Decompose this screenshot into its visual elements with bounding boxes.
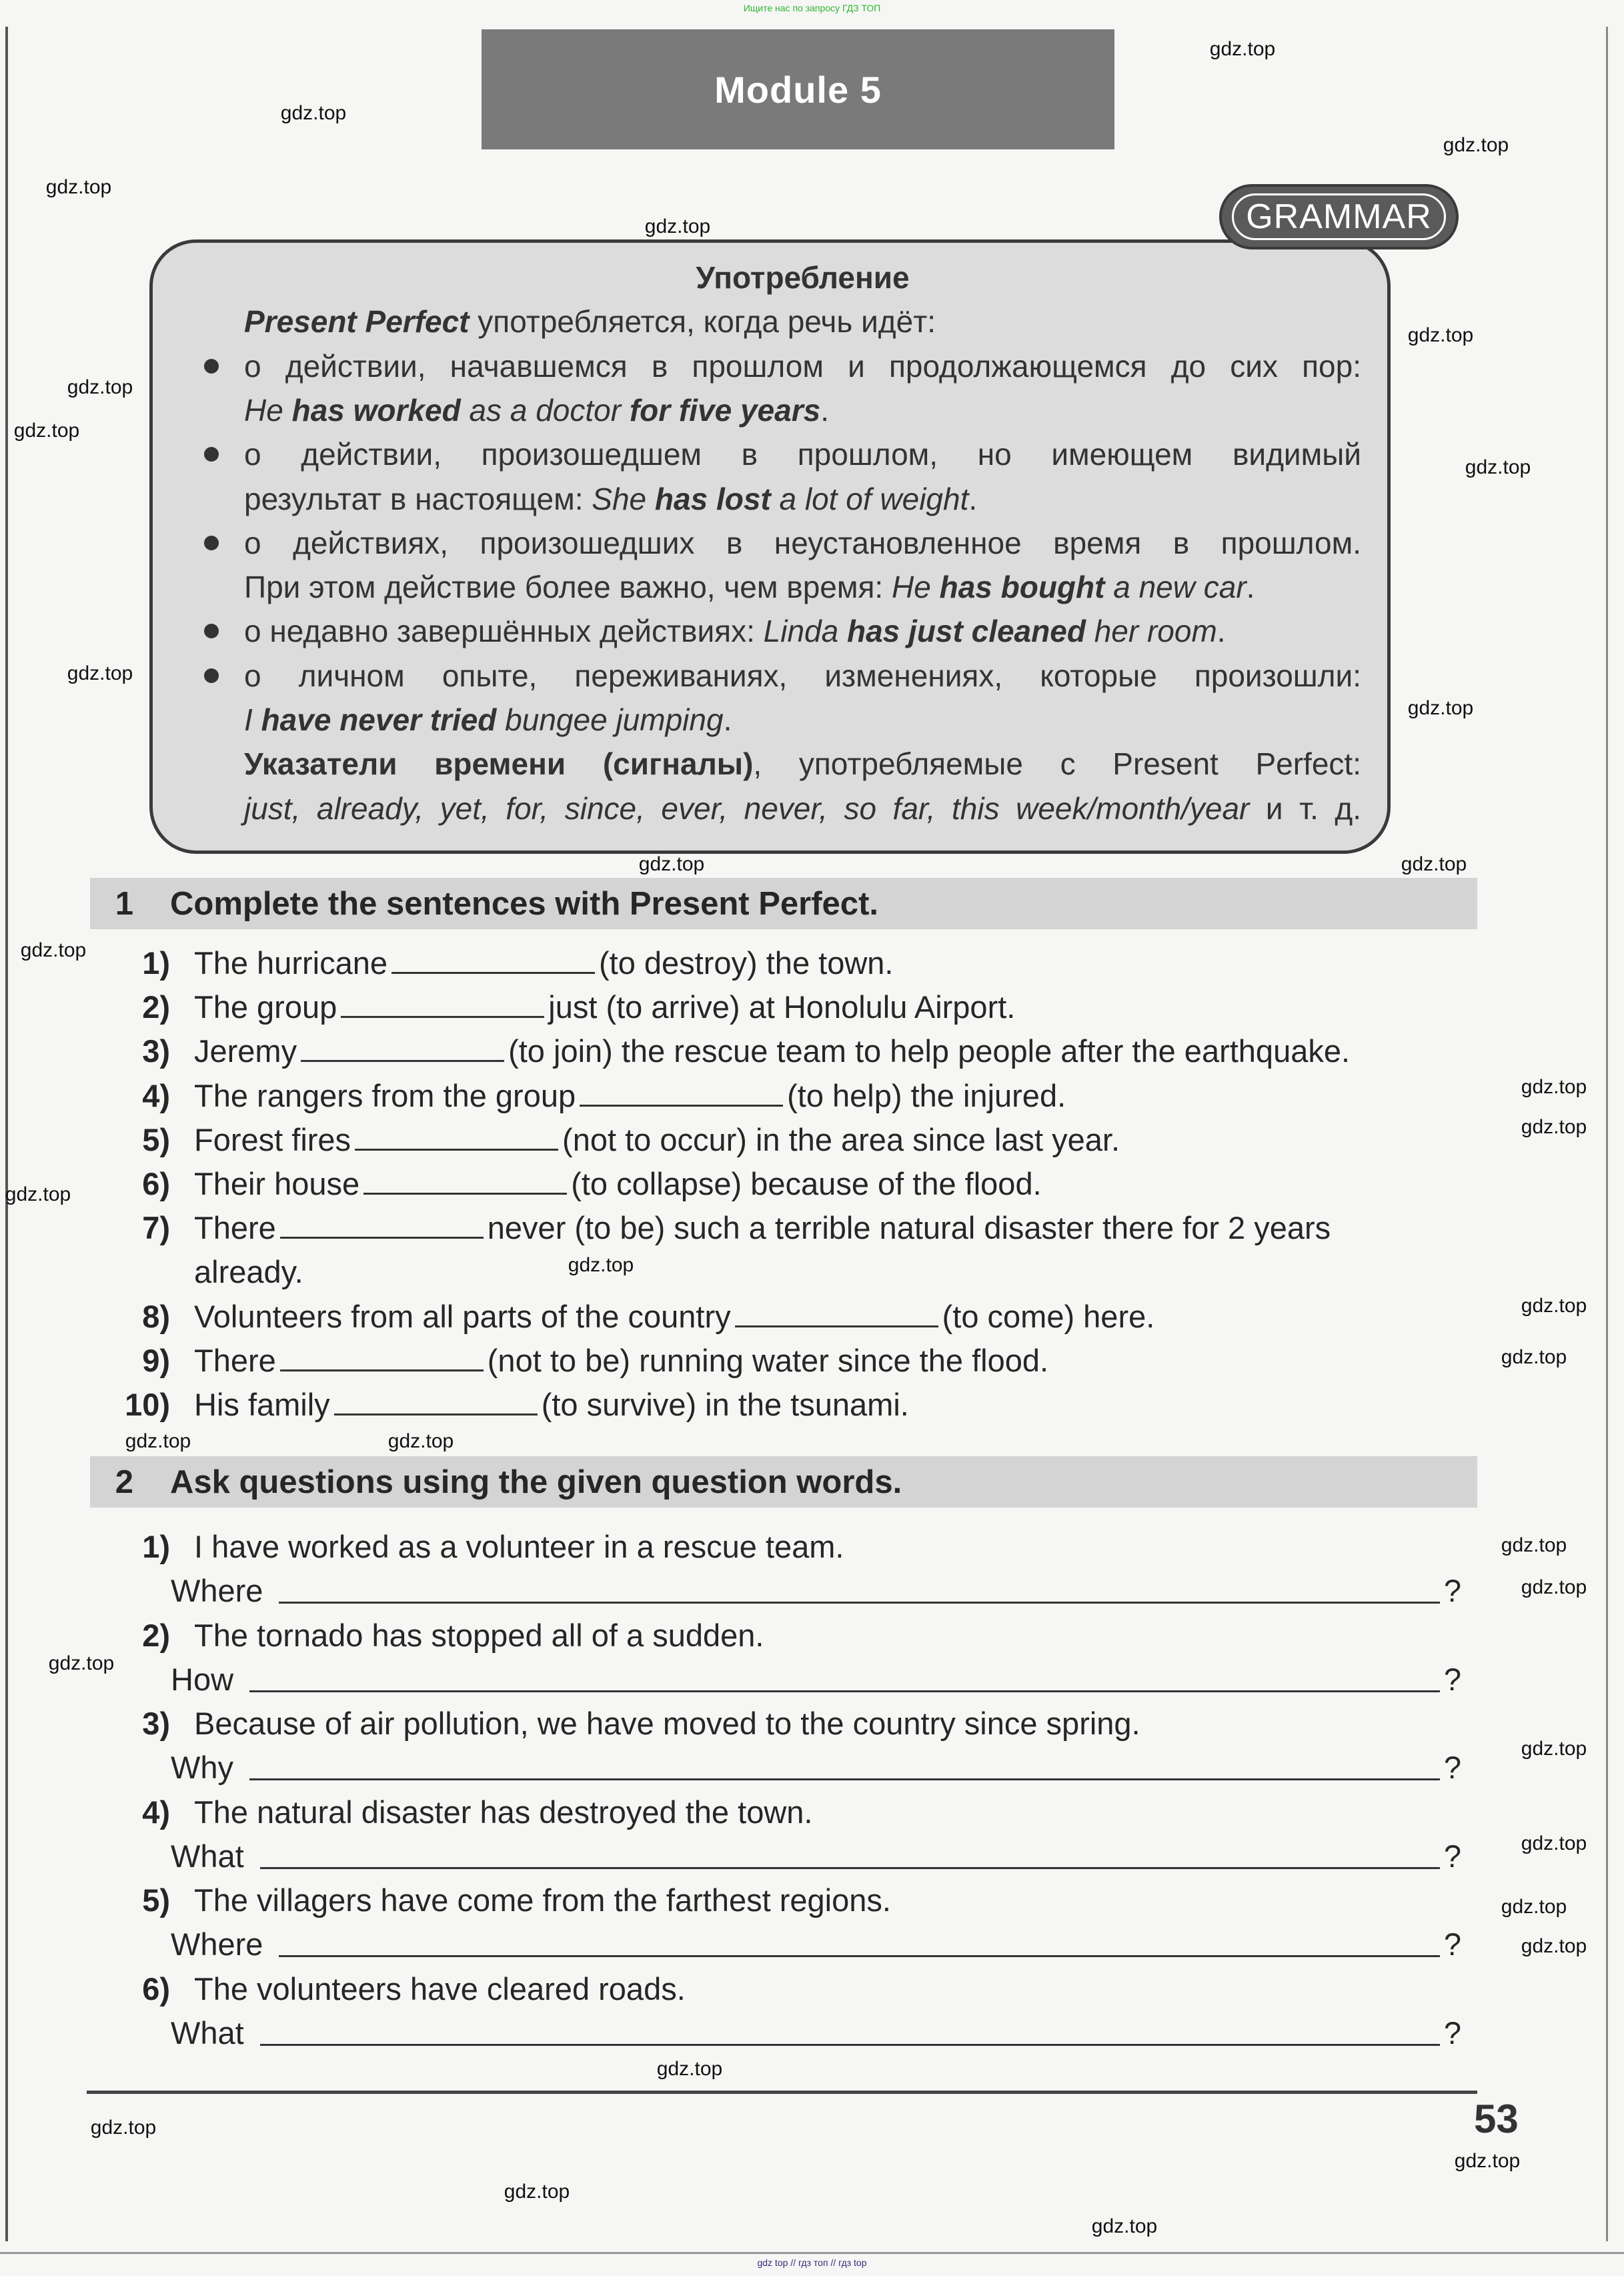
question-word: What: [171, 2015, 244, 2051]
item-number: 2): [142, 989, 170, 1025]
watermark: gdz.top: [90, 2117, 157, 2139]
question-answer-line: [171, 2011, 1461, 2055]
exercise-2-header: [90, 1456, 1477, 1508]
question-mark: ?: [1443, 1573, 1461, 1608]
item-text-after: (to come) here.: [942, 1298, 1155, 1334]
bullet-icon: [204, 668, 219, 683]
page-edge-left: [5, 27, 8, 2241]
grammar-line: [244, 742, 1361, 786]
item-number: 3): [142, 1033, 170, 1069]
grammar-text: Linda: [763, 614, 847, 649]
watermark: gdz.top: [1521, 1076, 1587, 1098]
statement-text: The tornado has stopped all of a sudden.: [194, 1617, 764, 1653]
grammar-text: .: [723, 702, 732, 737]
answer-blank[interactable]: [355, 1122, 558, 1151]
item-text-after: (to destroy) the town.: [599, 945, 894, 981]
grammar-badge: [1219, 184, 1459, 249]
grammar-text: a lot of weight: [770, 481, 969, 516]
question-mark: ?: [1443, 2015, 1461, 2051]
grammar-line: [244, 786, 1361, 830]
exercise-1-header: [90, 878, 1477, 929]
watermark: gdz.top: [1209, 38, 1276, 60]
question-mark: ?: [1443, 1750, 1461, 1785]
statement-text: The volunteers have cleared roads.: [194, 1970, 686, 2007]
exercise-title: Ask questions using the given question words.: [170, 1464, 902, 1500]
grammar-line: [244, 300, 1361, 344]
item-number: 8): [142, 1298, 170, 1334]
page-number: 53: [1474, 2097, 1519, 2141]
item-number: 6): [142, 1970, 170, 2007]
grammar-text: .: [1246, 570, 1255, 605]
watermark: gdz.top: [1521, 1576, 1587, 1598]
grammar-text: bungee jumping: [496, 702, 724, 737]
exercise-item: [107, 1250, 303, 1294]
item-number: 4): [142, 1794, 170, 1830]
question-mark: ?: [1443, 1926, 1461, 1962]
top-search-note: Ищите нас по запросу ГДЗ ТОП: [743, 3, 881, 13]
question-word: What: [171, 1838, 244, 1874]
grammar-text: и т. д.: [1249, 790, 1361, 826]
grammar-text: just, already, yet, for, since, ever, never, so far, this week/month/year: [244, 790, 1250, 826]
question-statement: [107, 1525, 844, 1569]
question-answer-line: [171, 1746, 1461, 1790]
item-number: 1): [142, 945, 170, 981]
answer-input-line[interactable]: [260, 1834, 1440, 1869]
question-word: Why: [171, 1750, 233, 1785]
grammar-text: При этом действие более важно, чем время:: [244, 570, 892, 605]
item-number: 7): [142, 1210, 170, 1246]
grammar-line: [244, 565, 1361, 609]
grammar-text: has bought: [939, 570, 1105, 605]
grammar-line: [244, 255, 1361, 300]
watermark: gdz.top: [1521, 1116, 1587, 1138]
grammar-text: о действии, произошедшем в прошлом, но имеющем видимый: [244, 437, 1361, 472]
grammar-text: результат в настоящем:: [244, 481, 592, 516]
watermark: gdz.top: [5, 1183, 71, 1205]
item-text-after: (to join) the rescue team to help people after the earthquake.: [508, 1033, 1351, 1069]
answer-input-line[interactable]: [249, 1746, 1440, 1780]
question-mark: ?: [1443, 1838, 1461, 1874]
answer-blank[interactable]: [580, 1078, 783, 1107]
item-number: 5): [142, 1882, 170, 1918]
page-edge-right: [1606, 27, 1608, 2241]
grammar-text: .: [968, 481, 978, 516]
grammar-text: has worked: [291, 392, 461, 428]
grammar-text: for five years: [629, 392, 821, 428]
grammar-text: о действиях, произошедших в неустановленное время в прошлом.: [244, 525, 1361, 560]
item-text-after: just (to arrive) at Honolulu Airport.: [548, 989, 1016, 1025]
item-text-before: There: [194, 1342, 276, 1378]
item-number: 1): [142, 1529, 170, 1564]
watermark: gdz.top: [1407, 697, 1474, 719]
watermark: gdz.top: [67, 376, 133, 398]
watermark: gdz.top: [1501, 1346, 1567, 1368]
answer-blank[interactable]: [280, 1210, 484, 1239]
watermark: gdz.top: [1401, 853, 1467, 875]
exercise-item: [107, 1074, 1066, 1118]
grammar-text: Употребление: [696, 260, 910, 295]
item-text-before: His family: [194, 1387, 330, 1422]
question-statement: [107, 1790, 812, 1834]
exercise-item: [107, 1339, 1048, 1383]
question-mark: ?: [1443, 1661, 1461, 1697]
bullet-icon: [204, 536, 219, 550]
question-statement: [107, 1614, 764, 1658]
watermark: gdz.top: [1501, 1534, 1567, 1556]
bottom-note: gdz top // гдз топ // гдз top: [757, 2257, 867, 2268]
grammar-text: has lost: [654, 481, 771, 516]
watermark: gdz.top: [125, 1430, 191, 1452]
watermark: gdz.top: [1521, 1935, 1587, 1957]
watermark: gdz.top: [1443, 134, 1509, 156]
item-number: 3): [142, 1706, 170, 1741]
grammar-text: has just cleaned: [847, 614, 1086, 649]
item-text-before: The hurricane: [194, 945, 387, 981]
exercise-item: [107, 941, 893, 985]
item-text-before: There: [194, 1210, 276, 1246]
item-text-before: Forest fires: [194, 1121, 351, 1157]
grammar-text: .: [1216, 614, 1226, 649]
statement-text: The villagers have come from the farthest regions.: [194, 1882, 891, 1918]
item-text-after: (to survive) in the tsunami.: [541, 1387, 909, 1422]
answer-input-line[interactable]: [249, 1658, 1440, 1692]
grammar-line: [244, 344, 1361, 388]
grammar-line: [244, 609, 1361, 653]
footer-rule: [87, 2091, 1477, 2094]
answer-blank[interactable]: [735, 1299, 938, 1327]
answer-blank[interactable]: [341, 989, 544, 1018]
grammar-text: have never tried: [261, 702, 497, 737]
grammar-text: her room: [1085, 614, 1217, 649]
question-statement: [107, 1702, 1140, 1746]
watermark: gdz.top: [656, 2058, 723, 2080]
answer-blank[interactable]: [280, 1343, 484, 1371]
item-text-after: (not to occur) in the area since last year.: [562, 1121, 1120, 1157]
answer-blank[interactable]: [301, 1033, 504, 1062]
statement-text: Because of air pollution, we have moved to the country since spring.: [194, 1706, 1140, 1741]
item-text-after: (not to be) running water since the flood.: [487, 1342, 1049, 1378]
watermark: gdz.top: [1521, 1832, 1587, 1854]
exercise-number: 2: [115, 1464, 133, 1500]
exercise-item: [107, 1029, 1350, 1073]
watermark: gdz.top: [638, 853, 705, 875]
answer-input-line[interactable]: [260, 2011, 1440, 2046]
question-answer-line: [171, 1569, 1461, 1613]
bullet-icon: [204, 359, 219, 374]
question-word: Where: [171, 1573, 263, 1608]
item-text-before: The group: [194, 989, 337, 1025]
exercise-item: [107, 1383, 909, 1427]
grammar-line: [244, 654, 1361, 698]
exercise-item: [107, 1118, 1120, 1162]
item-text-before: already.: [194, 1254, 303, 1290]
answer-blank[interactable]: [334, 1387, 538, 1415]
grammar-text: as a doctor: [460, 392, 630, 428]
question-answer-line: [171, 1658, 1461, 1702]
item-number: 10): [125, 1387, 170, 1422]
watermark: gdz.top: [13, 420, 80, 442]
answer-input-line[interactable]: [279, 1569, 1439, 1604]
grammar-text: He: [892, 570, 940, 605]
watermark: gdz.top: [45, 176, 112, 198]
answer-input-line[interactable]: [279, 1922, 1439, 1957]
watermark: gdz.top: [1501, 1896, 1567, 1918]
grammar-text: , употребляемые с Present Perfect:: [753, 746, 1361, 782]
watermark: gdz.top: [504, 2181, 570, 2203]
watermark: gdz.top: [568, 1254, 634, 1276]
item-text-after: never (to be) such a terrible natural disaster there for 2 years: [487, 1210, 1331, 1246]
watermark: gdz.top: [387, 1430, 454, 1452]
question-statement: [107, 1878, 891, 1922]
exercise-title: Complete the sentences with Present Perfect.: [170, 885, 878, 922]
watermark: gdz.top: [20, 939, 87, 961]
grammar-text: I: [244, 702, 261, 737]
grammar-text: Present Perfect: [244, 304, 470, 340]
statement-text: The natural disaster has destroyed the town.: [194, 1794, 813, 1830]
question-statement: [107, 1967, 686, 2011]
grammar-line: [244, 477, 1361, 521]
watermark: gdz.top: [48, 1652, 115, 1674]
question-answer-line: [171, 1922, 1461, 1966]
grammar-line: [244, 698, 1361, 742]
grammar-line: [244, 521, 1361, 565]
grammar-text: о действии, начавшемся в прошлом и продолжающемся до сих пор:: [244, 348, 1361, 384]
watermark: gdz.top: [1407, 324, 1474, 346]
watermark: gdz.top: [1521, 1738, 1587, 1760]
item-text-before: Their house: [194, 1166, 360, 1201]
exercise-item: [107, 1162, 1042, 1206]
watermark: gdz.top: [644, 215, 711, 237]
grammar-text: о личном опыте, переживаниях, изменениях, которые произошли:: [244, 658, 1361, 693]
grammar-text: употребляется, когда речь идёт:: [469, 304, 936, 340]
watermark: gdz.top: [280, 102, 347, 124]
item-text-after: (to help) the injured.: [787, 1077, 1066, 1113]
question-word: How: [171, 1661, 234, 1697]
grammar-text: .: [820, 392, 829, 428]
item-number: 2): [142, 1617, 170, 1653]
item-text-before: The rangers from the group: [194, 1077, 576, 1113]
watermark: gdz.top: [67, 662, 133, 684]
watermark: gdz.top: [1521, 1295, 1587, 1317]
grammar-text: a new car: [1104, 570, 1247, 605]
watermark: gdz.top: [1465, 456, 1531, 478]
item-number: 6): [142, 1166, 170, 1201]
statement-text: I have worked as a volunteer in a rescue team.: [194, 1529, 844, 1564]
item-number: 5): [142, 1121, 170, 1157]
grammar-badge-label: GRAMMAR: [1232, 193, 1446, 240]
question-answer-line: [171, 1834, 1461, 1878]
answer-blank[interactable]: [363, 1166, 567, 1195]
watermark: gdz.top: [1091, 2215, 1158, 2237]
grammar-line: [244, 432, 1361, 476]
item-text-before: Volunteers from all parts of the country: [194, 1298, 731, 1334]
grammar-text: о недавно завершённых действиях:: [244, 614, 764, 649]
grammar-line: [244, 388, 1361, 432]
item-number: 9): [142, 1342, 170, 1378]
page-edge-bottom: [0, 2252, 1624, 2254]
grammar-text: She: [592, 481, 655, 516]
item-text-after: (to collapse) because of the flood.: [571, 1166, 1042, 1201]
exercise-number: 1: [115, 885, 133, 922]
grammar-text: He: [244, 392, 292, 428]
question-word: Where: [171, 1926, 263, 1962]
exercise-item: [107, 1206, 1331, 1250]
grammar-text: Указатели времени (сигналы): [244, 746, 754, 782]
exercise-item: [107, 1295, 1154, 1339]
item-text-before: Jeremy: [194, 1033, 297, 1069]
watermark: gdz.top: [1454, 2150, 1521, 2172]
item-number: 4): [142, 1077, 170, 1113]
answer-blank[interactable]: [391, 945, 595, 974]
module-title-banner: Module 5: [482, 29, 1114, 149]
exercise-item: [107, 985, 1015, 1029]
